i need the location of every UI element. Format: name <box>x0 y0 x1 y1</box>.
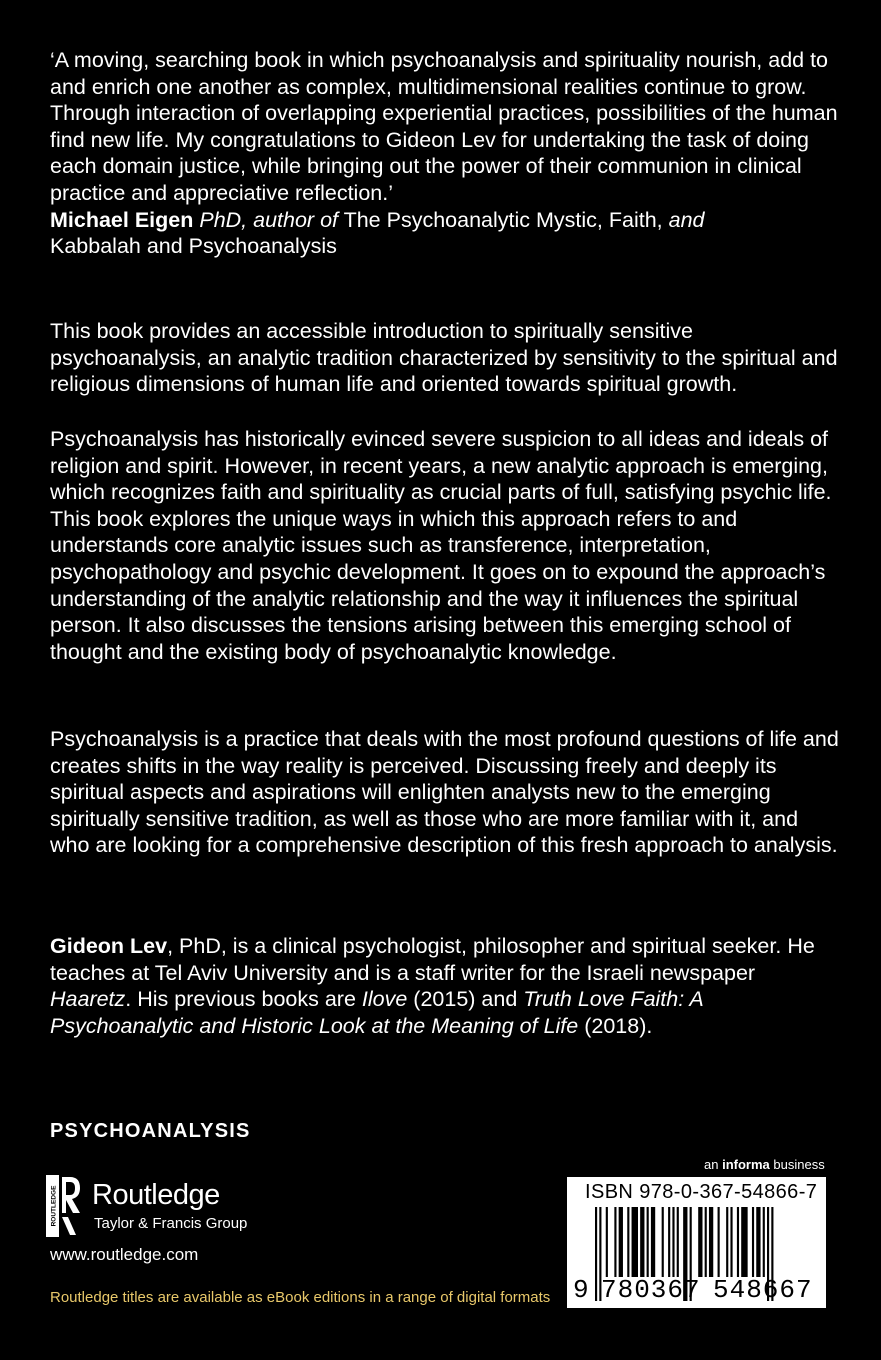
informa-name: informa <box>722 1157 770 1172</box>
barcode-bar <box>651 1207 655 1277</box>
publisher-url[interactable]: www.routledge.com <box>50 1245 199 1264</box>
description-paragraph-2: Psychoanalysis has historically evinced severe suspicion to all ideas and ideals of religion and spirit. However, in recent years, a new analytic approach is emerging, which recognizes faith and spirituality as crucial parts of full, satisfying psychic life. This book explores the unique ways in which this approach refers to and understands core analytic issues such as transference, interpretation, psychopathology and psychic development. It goes on to expound the approach’s understanding of the analytic relationship and the way it influences the spiritual person. It also discusses the tensions arising between this emerging school of thought and the existing body of psychoanalytic knowledge. <box>50 427 832 664</box>
barcode-bar <box>752 1207 754 1277</box>
informa-tagline <box>704 1157 825 1172</box>
description-paragraph-3: Psychoanalysis is a practice that deals with the most profound questions of life and creates shifts in the way reality is perceived. Discussing freely and deeply its spiritual aspects and aspirations will enlighten analysts new to the emerging spiritually sensitive tradition, as well as those who are more familiar with it, and who are looking for a comprehensive description of this fresh approach to analysis. <box>50 727 839 858</box>
barcode-bar <box>672 1207 674 1277</box>
barcode-bar <box>718 1207 720 1277</box>
author-bio <box>50 933 840 1039</box>
barcode-bar <box>668 1207 670 1277</box>
barcode-bar <box>606 1207 608 1277</box>
bio-text-2: . His previous books are <box>125 987 362 1012</box>
barcode-bar <box>677 1207 679 1277</box>
quote-text: ‘A moving, searching book in which psychoanalysis and spirituality nourish, add to and enrich one another as complex, multidimensional realities continue to grow. Through interaction of overlapping experiential practices, possibilities of the human find new life. My congratulations to Gideon Lev for undertaking the task of doing each domain justice, while bringing out the power of their communion in clinical practice and appreciative reflection.’ <box>50 48 838 205</box>
quote-book-1: The Psychoanalytic Mystic, Faith, <box>343 207 663 232</box>
barcode-digits <box>567 1275 826 1305</box>
subject-category: PSYCHOANALYSIS <box>50 1120 251 1142</box>
bio-text-3: (2015) and <box>407 987 524 1012</box>
barcode-bar <box>662 1207 664 1277</box>
barcode-digit-first: 9 <box>573 1275 589 1305</box>
isbn-barcode <box>567 1177 826 1308</box>
barcode-bar <box>614 1207 616 1277</box>
routledge-r-mark-icon <box>46 1175 82 1237</box>
endorsement-quote <box>50 47 840 260</box>
informa-suffix: business <box>773 1157 825 1172</box>
barcode-bar <box>737 1207 739 1277</box>
barcode-digits-right: 548667 <box>713 1275 813 1305</box>
barcode-bar <box>741 1207 747 1277</box>
bio-text-1: , PhD, is a clinical psychologist, philosopher and spiritual seeker. He teaches at Tel Aviv University and is a staff writer for the Israeli newspaper <box>50 934 815 985</box>
barcode-bar <box>709 1207 713 1277</box>
quote-author-credentials: PhD, author of <box>199 207 338 232</box>
informa-prefix: an <box>704 1157 719 1172</box>
barcode-bar <box>756 1207 760 1277</box>
bio-book-1: Ilove <box>361 987 408 1012</box>
routledge-logo <box>46 1175 286 1245</box>
quote-and: and <box>668 207 705 232</box>
ebook-note: Routledge titles are available as eBook editions in a range of digital formats <box>50 1289 551 1306</box>
barcode-bar <box>627 1207 629 1277</box>
barcode-bar <box>730 1207 732 1277</box>
bio-book-2: Truth Love Faith: A Psychoanalytic and Historic Look at the Meaning of Life <box>50 987 703 1038</box>
publisher-name: Routledge <box>92 1179 220 1211</box>
barcode-bar <box>640 1207 644 1277</box>
isbn-number: ISBN 978-0-367-54866-7 <box>585 1181 818 1203</box>
quote-book-2: Kabbalah and Psychoanalysis <box>50 234 337 259</box>
routledge-vertical-wordmark: ROUTLEDGE <box>50 1185 58 1227</box>
barcode-bar <box>698 1207 702 1277</box>
barcode-bar <box>763 1207 765 1277</box>
barcode-digits-left: 780367 <box>601 1275 701 1305</box>
publisher-group: Taylor & Francis Group <box>94 1215 248 1232</box>
barcode-bar <box>647 1207 649 1277</box>
barcode-bar <box>632 1207 638 1277</box>
quote-author: Michael Eigen <box>50 207 194 232</box>
barcode-bar <box>705 1207 707 1277</box>
bio-newspaper: Haaretz <box>50 987 126 1012</box>
barcode-bar <box>726 1207 728 1277</box>
barcode-bar <box>619 1207 623 1277</box>
bio-author-name: Gideon Lev <box>50 934 168 958</box>
bio-text-4: (2018). <box>578 1013 653 1038</box>
description-paragraph-1: This book provides an accessible introduction to spiritually sensitive psychoanalysis, an analytic tradition characterized by sensitivity to the spiritual and religious dimensions of human life and oriented towards spiritual growth. <box>50 319 838 397</box>
